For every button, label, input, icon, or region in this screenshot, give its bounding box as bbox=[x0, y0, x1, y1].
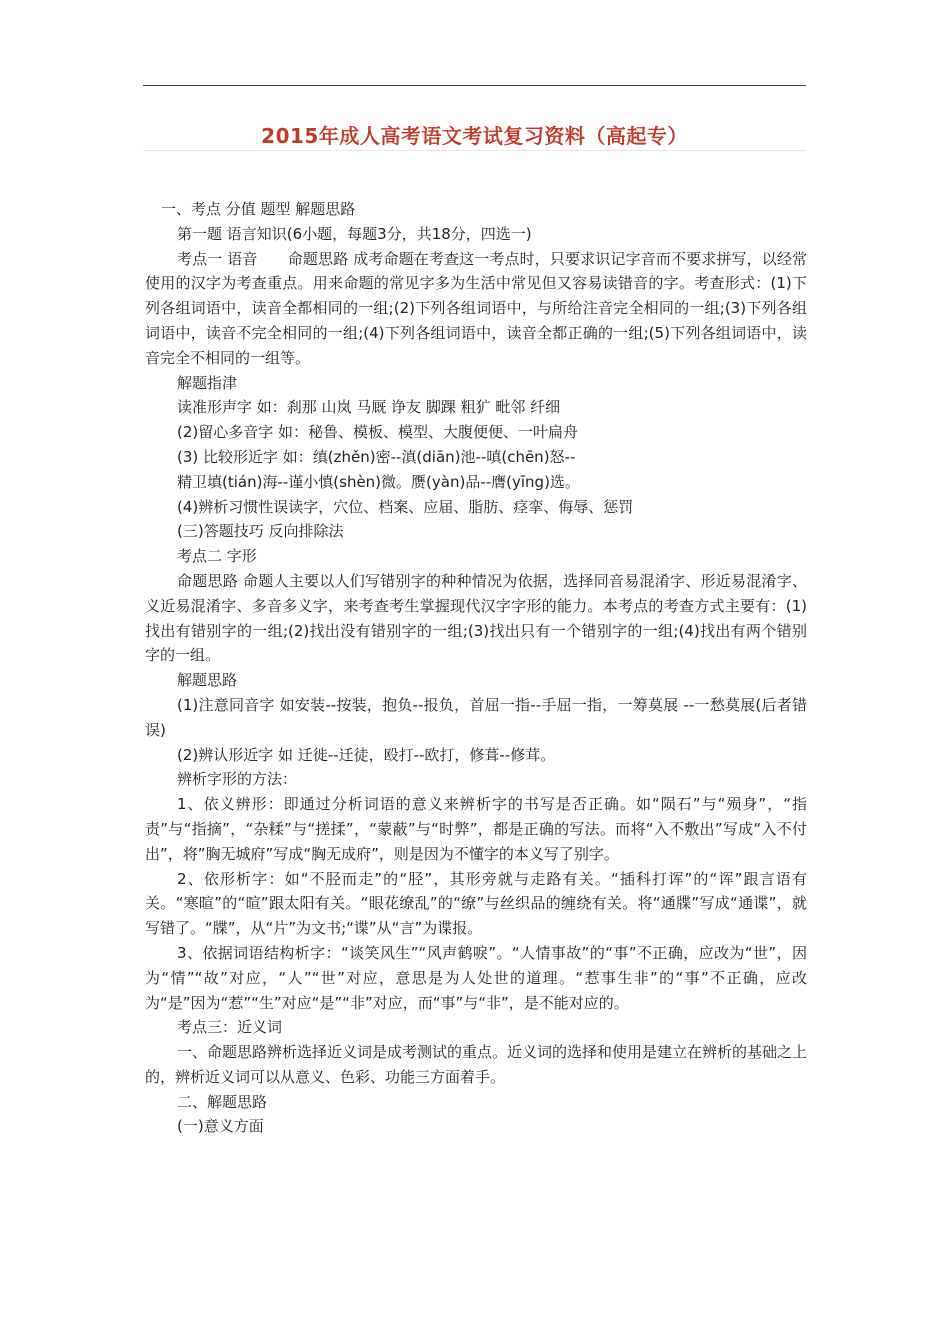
paragraph: (三)答题技巧 反向排除法 bbox=[177, 522, 344, 541]
paragraph: 一、考点 分值 题型 解题思路 bbox=[161, 200, 356, 218]
paragraph: 读准形声字 如：刹那 山岚 马厩 诤友 脚踝 粗犷 毗邻 纤细 bbox=[177, 398, 561, 417]
paragraph: 一、命题思路辨析选择近义词是成考测试的重点。近义词的选择和使用是建立在辨析的基础之上的，辨析近义词可以从意义、色彩、功能三方面着手。 bbox=[145, 1043, 808, 1086]
header-rule bbox=[143, 85, 806, 86]
paragraph: 辨析字形的方法： bbox=[177, 770, 298, 789]
paragraph: 考点三：近义词 bbox=[177, 1018, 283, 1037]
paragraph: 命题思路 命题人主要以人们写错别字的种种情况为依据，选择同音易混淆字、形近易混淆字、义近易混淆字、多音多义字，来考查考生掌握现代汉字字形的能力。本考点的考查方式主要有：(1)找出有错别字的一组;(2)找出没有错别字的一组;(3)找出只有一个错别字的一组;(4)找出有两个错别字的一组。 bbox=[145, 571, 807, 665]
page-title: 2015年成人高考语文考试复习资料（高起专） bbox=[261, 124, 688, 148]
paragraph: 解题思路 bbox=[177, 671, 238, 690]
paragraph: 2、依形析字：如“不胫而走”的“胫”，其形旁就与走路有关。“插科打诨”的“诨”跟言语有关。“寒暄”的“暄”跟太阳有关。“眼花缭乱”的“缭”与丝织品的缠绕有关。将“通牒”写成“通谍”，就写错了。“牒”，从“片”为文书;“谍”从“言”为谍报。 bbox=[145, 869, 807, 938]
paragraph: (一)意义方面 bbox=[177, 1117, 264, 1136]
paragraph: 精卫填(tián)海--谨小慎(shèn)微。赝(yàn)品--膺(yīng)选。 bbox=[177, 472, 580, 491]
paragraph: 考点一 语音 命题思路 成考命题在考查这一考点时，只要求识记字音而不要求拼写，以经常使用的汉字为考查重点。用来命题的常见字多为生活中常见但又容易读错音的字。考查形式：(1)下列各组词语中，读音全都相同的一组;(2)下列各组词语中，与所给注音完全相同的一组;(3)下列各组词语中，读音不完全相同的一组;(4)下列各组词语中，读音全都正确的一组;(5)下列各组词语中，读音完全不相同的一组等。 bbox=[145, 249, 807, 367]
paragraph: 1、依义辨形：即通过分析词语的意义来辨析字的书写是否正确。如“陨石”与“殒身”，“指责”与“指摘”，“杂糅”与“搓揉”，“蒙蔽”与“时弊”，都是正确的写法。而将“入不敷出”写成“入不付出”，将”胸无城府”写成“胸无成府”，则是因为不懂字的本义写了别字。 bbox=[145, 795, 807, 863]
paragraph: 第一题 语言知识(6小题，每题3分，共18分，四选一) bbox=[177, 224, 532, 243]
paragraph: 考点二 字形 bbox=[177, 547, 257, 566]
paragraph: 解题指津 bbox=[177, 373, 238, 392]
title-underline bbox=[143, 150, 806, 151]
paragraph: (3) 比较形近字 如：缜(zhěn)密--滇(diān)池--嗔(chēn)怒-- bbox=[177, 447, 576, 466]
paragraph: 二、解题思路 bbox=[177, 1092, 268, 1111]
paragraph: 3、依据词语结构析字：“谈笑风生”“风声鹤唳”。“人情事故”的“事”不正确，应改为“世”，因为“情”“故”对应，“人”“世”对应，意思是为人处世的道理。“惹事生非”的“事”不正确，应改为“是”因为“惹”“生”对应“是”“非”对应，而“事”与“非”，是不能对应的。 bbox=[145, 943, 807, 1012]
paragraph: (4)辨析习惯性误读字，穴位、档案、应届、脂肪、痉挛、侮辱、惩罚 bbox=[177, 497, 634, 516]
paragraph: (2)辨认形近字 如 迁徙--迁徒，殴打--欧打，修葺--修茸。 bbox=[177, 745, 556, 764]
paragraph: (2)留心多音字 如：秘鲁、模板、模型、大腹便便、一叶扁舟 bbox=[177, 423, 579, 442]
paragraph: (1)注意同音字 如安装--按装，抱负--报负，首屈一指--手屈一指，一筹莫展 --一愁莫展(后者错误) bbox=[145, 695, 807, 739]
body-text bbox=[145, 197, 807, 1139]
